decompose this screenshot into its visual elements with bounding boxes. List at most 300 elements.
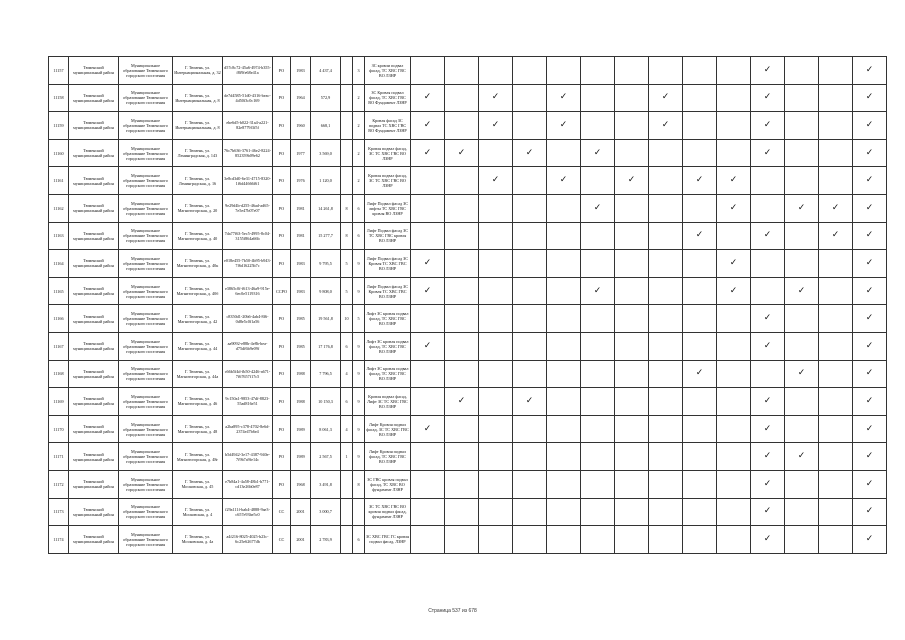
entrances-cell: 6 [353,222,365,250]
work-cell-11 [751,415,785,443]
table-row [49,443,887,471]
cadastral-cell: 9c150a1-9853-47df-8823-55ad816e51 [223,388,273,416]
kind-cell: РО [273,194,291,222]
work-cell-2 [445,277,479,305]
work-cell-9 [683,222,717,250]
work-cell-2 [445,305,479,333]
year-cell: 1976 [291,167,311,195]
work-cell-3 [479,305,513,333]
checkmark-icon: ✓ [729,202,738,213]
work-cell-14 [853,277,887,305]
work-cell-4 [513,194,547,222]
work-cell-7 [615,305,649,333]
floors-cell: 1 [341,443,353,471]
table-row [49,277,887,305]
year-cell: 1983 [291,250,311,278]
address-cell: Г. Тюмень, ул. Магнитогорская, д. 40к [173,250,223,278]
cadastral-cell: de7d4585-51d0-4316-beac-4d50f3c0c169 [223,84,273,112]
checkmark-icon: ✓ [627,175,636,186]
checkmark-icon: ✓ [559,119,568,130]
row-id: 11168 [49,360,69,388]
work-cell-4 [513,57,547,85]
checkmark-icon: ✓ [423,423,432,434]
kind-cell: ССРО [273,277,291,305]
work-cell-6 [581,194,615,222]
checkmark-icon: ✓ [763,395,772,406]
checkmark-icon: ✓ [865,368,874,379]
work-cell-14 [853,415,887,443]
work-cell-7 [615,277,649,305]
owner-cell: Муниципальное образование Тюменского городского поселения [119,360,173,388]
work-cell-10 [717,250,751,278]
checkmark-icon: ✓ [865,285,874,296]
work-cell-8 [649,443,683,471]
kind-cell: РО [273,443,291,471]
year-cell: 1981 [291,194,311,222]
work-cell-14 [853,139,887,167]
work-cell-1 [411,305,445,333]
work-cell-9 [683,305,717,333]
work-cell-3 [479,57,513,85]
year-cell: 1981 [291,222,311,250]
work-cell-5 [547,222,581,250]
row-id: 11167 [49,332,69,360]
work-cell-8 [649,415,683,443]
work-cell-3 [479,167,513,195]
owner-cell: Муниципальное образование Тюменского городского поселения [119,139,173,167]
checkmark-icon: ✓ [457,147,466,158]
area-cell: 4 437,4 [311,57,341,85]
year-cell: 2001 [291,526,311,554]
work-cell-14 [853,498,887,526]
work-cell-13 [819,360,853,388]
area-cell: 9 795,5 [311,250,341,278]
entrances-cell: 9 [353,415,365,443]
work-cell-9 [683,194,717,222]
table-row [49,332,887,360]
entrances-cell: 6 [353,526,365,554]
checkmark-icon: ✓ [423,340,432,351]
work-cell-7 [615,84,649,112]
work-cell-11 [751,194,785,222]
district-cell: Тюменский муниципальный район [69,194,119,222]
work-cell-2 [445,470,479,498]
work-cell-7 [615,57,649,85]
checkmark-icon: ✓ [763,451,772,462]
work-cell-6 [581,526,615,554]
checkmark-icon: ✓ [763,119,772,130]
work-cell-4 [513,84,547,112]
elements-cell: Лифт ЗС кровля подвал фасад, ТС ХВС ГВС ВО ЛЗНР [365,360,411,388]
floors-cell: 4 [341,415,353,443]
kind-cell: СС [273,526,291,554]
work-cell-2 [445,194,479,222]
address-cell: Г. Тюмень, ул. Интернациональная, д. 8 [173,84,223,112]
work-cell-12 [785,167,819,195]
cadastral-cell: c8350d1-20b6-4ab4-8f6-0d8e5c0f1a56 [223,305,273,333]
checkmark-icon: ✓ [423,147,432,158]
work-cell-7 [615,470,649,498]
entrances-cell: 5 [353,305,365,333]
table-row [49,84,887,112]
checkmark-icon: ✓ [423,257,432,268]
district-cell: Тюменский муниципальный район [69,305,119,333]
work-cell-11 [751,222,785,250]
elements-cell: Лифт Кровля подвал фасад, ТС ХВС ГВС ВО ЛЗНР [365,443,411,471]
work-cell-5 [547,498,581,526]
work-cell-12 [785,470,819,498]
work-cell-5 [547,332,581,360]
cadastral-cell: 3e8cd3d0-6e31-4715-8320-1f6d44666f61 [223,167,273,195]
checkmark-icon: ✓ [797,451,806,462]
work-cell-4 [513,112,547,140]
district-cell: Тюменский муниципальный район [69,526,119,554]
owner-cell: Муниципальное образование Тюменского городского поселения [119,112,173,140]
work-cell-7 [615,332,649,360]
work-cell-5 [547,526,581,554]
work-cell-1 [411,222,445,250]
work-cell-13 [819,526,853,554]
work-cell-4 [513,415,547,443]
elements-cell: ЗС ХВС ГВС ГС кровля подвал фасад, ЛЗНР [365,526,411,554]
work-cell-13 [819,388,853,416]
work-cell-11 [751,167,785,195]
work-cell-7 [615,222,649,250]
district-cell: Тюменский муниципальный район [69,498,119,526]
checkmark-icon: ✓ [865,119,874,130]
checkmark-icon: ✓ [831,230,840,241]
work-cell-4 [513,277,547,305]
area-cell: 2 567,5 [311,443,341,471]
work-cell-5 [547,305,581,333]
address-cell: Г. Тюмень, ул. Московская, д. 45 [173,470,223,498]
address-cell: Г. Тюмень, ул. Магнитогорская, д. 40 [173,222,223,250]
owner-cell: Муниципальное образование Тюменского городского поселения [119,194,173,222]
work-cell-13 [819,139,853,167]
work-cell-5 [547,194,581,222]
cadastral-cell: aa9092-e88b-4e8b-bea-d75df6b9e09f [223,332,273,360]
work-cell-3 [479,415,513,443]
checkmark-icon: ✓ [593,147,602,158]
work-cell-9 [683,57,717,85]
row-id: 11157 [49,57,69,85]
work-cell-14 [853,360,887,388]
checkmark-icon: ✓ [695,368,704,379]
entrances-cell: 2 [353,167,365,195]
checkmark-icon: ✓ [763,64,772,75]
elements-cell: Лифт ЗС кровля подвал фасад, ТС ХВС ГВС ВО ЛЗНР [365,332,411,360]
year-cell: 1977 [291,139,311,167]
row-id: 11170 [49,415,69,443]
work-cell-2 [445,167,479,195]
work-cell-7 [615,360,649,388]
work-cell-9 [683,332,717,360]
elements-cell: Лифт Подвал фасад ЗС Кровля ТС ХВС ГВС ВО ЛЗНР [365,250,411,278]
area-cell: 572,9 [311,84,341,112]
checkmark-icon: ✓ [695,230,704,241]
row-id: 11159 [49,112,69,140]
table-row [49,222,887,250]
address-cell: Г. Тюмень, ул. Магнитогорская, д. 40б [173,277,223,305]
work-cell-4 [513,388,547,416]
work-cell-11 [751,360,785,388]
checkmark-icon: ✓ [797,285,806,296]
work-cell-2 [445,84,479,112]
work-cell-9 [683,415,717,443]
kind-cell: РО [273,415,291,443]
address-cell: Г. Тюмень, ул. Магнитогорская, д. 20 [173,194,223,222]
kind-cell: РО [273,84,291,112]
work-cell-8 [649,277,683,305]
work-cell-3 [479,222,513,250]
kind-cell: РО [273,360,291,388]
work-cell-1 [411,277,445,305]
elements-cell: ЗС ТС ХВС ГВС ВО кровля подвал фасад, фундамент ЛЗНР [365,498,411,526]
checkmark-icon: ✓ [865,423,874,434]
work-cell-1 [411,443,445,471]
work-cell-8 [649,139,683,167]
checkmark-icon: ✓ [797,202,806,213]
work-cell-10 [717,167,751,195]
work-cell-8 [649,250,683,278]
work-cell-6 [581,332,615,360]
work-cell-9 [683,277,717,305]
work-cell-3 [479,112,513,140]
work-cell-2 [445,443,479,471]
address-cell: Г. Тюмень, ул. Московская, д. 4 [173,498,223,526]
work-cell-5 [547,388,581,416]
checkmark-icon: ✓ [831,202,840,213]
checkmark-icon: ✓ [865,395,874,406]
kind-cell: РО [273,388,291,416]
area-cell: 3 491,8 [311,470,341,498]
work-cell-3 [479,332,513,360]
area-cell: 8 061,3 [311,415,341,443]
area-cell: 14 261,8 [311,194,341,222]
work-cell-7 [615,167,649,195]
work-cell-5 [547,84,581,112]
table-row [49,112,887,140]
address-cell: Г. Тюмень, ул. Интернациональная, д. 8 [173,112,223,140]
floors-cell [341,139,353,167]
work-cell-14 [853,57,887,85]
work-cell-11 [751,443,785,471]
area-cell: 19 561,8 [311,305,341,333]
work-cell-10 [717,526,751,554]
table-row [49,470,887,498]
district-cell: Тюменский муниципальный район [69,360,119,388]
work-cell-5 [547,57,581,85]
work-cell-6 [581,112,615,140]
checkmark-icon: ✓ [763,506,772,517]
row-id: 11174 [49,526,69,554]
work-cell-12 [785,139,819,167]
owner-cell: Муниципальное образование Тюменского городского поселения [119,443,173,471]
work-cell-8 [649,167,683,195]
work-cell-8 [649,526,683,554]
work-cell-13 [819,112,853,140]
work-cell-6 [581,167,615,195]
work-cell-6 [581,470,615,498]
work-cell-12 [785,305,819,333]
checkmark-icon: ✓ [763,92,772,103]
work-cell-6 [581,498,615,526]
work-cell-1 [411,57,445,85]
work-cell-10 [717,194,751,222]
work-cell-3 [479,470,513,498]
work-cell-12 [785,415,819,443]
district-cell: Тюменский муниципальный район [69,84,119,112]
kind-cell: РО [273,57,291,85]
year-cell: 1989 [291,443,311,471]
checkmark-icon: ✓ [763,340,772,351]
work-cell-11 [751,250,785,278]
owner-cell: Муниципальное образование Тюменского городского поселения [119,470,173,498]
district-cell: Тюменский муниципальный район [69,470,119,498]
kind-cell: РО [273,305,291,333]
entrances-cell: 9 [353,360,365,388]
elements-cell: Лифт Кровля подвал фасад, ЗС ТС ХВС ГВС ВО ЛЗНР [365,415,411,443]
work-cell-13 [819,194,853,222]
table-row [49,167,887,195]
address-cell: Г. Тюмень, ул. Магнитогорская, д. 48 [173,415,223,443]
owner-cell: Муниципальное образование Тюменского городского поселения [119,57,173,85]
work-cell-8 [649,360,683,388]
work-cell-12 [785,360,819,388]
checkmark-icon: ✓ [865,147,874,158]
work-cell-12 [785,194,819,222]
owner-cell: Муниципальное образование Тюменского городского поселения [119,305,173,333]
work-cell-8 [649,112,683,140]
work-cell-14 [853,305,887,333]
work-cell-14 [853,112,887,140]
floors-cell: 4 [341,360,353,388]
work-cell-5 [547,277,581,305]
cadastral-cell: d57c8c72-45a6-4974-b355-f8f9fe68e41a [223,57,273,85]
checkmark-icon: ✓ [661,92,670,103]
district-cell: Тюменский муниципальный район [69,388,119,416]
owner-cell: Муниципальное образование Тюменского городского поселения [119,388,173,416]
work-cell-2 [445,222,479,250]
checkmark-icon: ✓ [865,478,874,489]
work-cell-12 [785,222,819,250]
work-cell-7 [615,388,649,416]
address-cell: Г. Тюмень, ул. Магнитогорская, д. 44 [173,332,223,360]
address-cell: Г. Тюмень, ул. Магнитогорская, д. 46 [173,388,223,416]
cadastral-cell: 76c7b636-3761-46e2-8224-852359b09e62 [223,139,273,167]
work-cell-14 [853,84,887,112]
work-cell-12 [785,332,819,360]
work-cell-7 [615,443,649,471]
year-cell: 1964 [291,84,311,112]
owner-cell: Муниципальное образование Тюменского городского поселения [119,526,173,554]
entrances-cell: 9 [353,277,365,305]
area-cell: 1 120,0 [311,167,341,195]
work-cell-2 [445,388,479,416]
entrances-cell: 9 [353,388,365,416]
work-cell-6 [581,388,615,416]
work-cell-4 [513,139,547,167]
year-cell: 2001 [291,498,311,526]
floors-cell [341,526,353,554]
entrances-cell: 9 [353,443,365,471]
district-cell: Тюменский муниципальный район [69,415,119,443]
work-cell-6 [581,84,615,112]
owner-cell: Муниципальное образование Тюменского городского поселения [119,84,173,112]
work-cell-14 [853,194,887,222]
row-id: 11166 [49,305,69,333]
area-cell: 7 796,5 [311,360,341,388]
work-cell-2 [445,112,479,140]
work-cell-14 [853,443,887,471]
row-id: 11164 [49,250,69,278]
work-cell-6 [581,57,615,85]
floors-cell: 5 [341,277,353,305]
kind-cell: РО [273,139,291,167]
elements-cell: ЗС Кровля подвал фасад, ТС ХВС ГВС ВО Фундамент ЛЗНР [365,84,411,112]
row-id: 11162 [49,194,69,222]
work-cell-11 [751,498,785,526]
work-cell-8 [649,194,683,222]
work-cell-2 [445,498,479,526]
work-cell-3 [479,139,513,167]
work-cell-3 [479,526,513,554]
owner-cell: Муниципальное образование Тюменского городского поселения [119,250,173,278]
work-cell-3 [479,84,513,112]
work-cell-9 [683,360,717,388]
work-cell-11 [751,277,785,305]
work-cell-1 [411,498,445,526]
work-cell-11 [751,139,785,167]
register-table [48,56,887,554]
work-cell-8 [649,305,683,333]
work-cell-1 [411,84,445,112]
floors-cell: 8 [341,222,353,250]
floors-cell [341,470,353,498]
work-cell-6 [581,139,615,167]
area-cell: 3 000,7 [311,498,341,526]
kind-cell: РО [273,332,291,360]
work-cell-6 [581,305,615,333]
entrances-cell: 2 [353,139,365,167]
work-cell-6 [581,222,615,250]
area-cell: 17 176,8 [311,332,341,360]
checkmark-icon: ✓ [491,92,500,103]
address-cell: Г. Тюмень, ул. Магнитогорская, д. 44а [173,360,223,388]
floors-cell: 5 [341,250,353,278]
owner-cell: Муниципальное образование Тюменского городского поселения [119,415,173,443]
year-cell: 1983 [291,277,311,305]
checkmark-icon: ✓ [797,368,806,379]
floors-cell [341,167,353,195]
work-cell-14 [853,526,887,554]
checkmark-icon: ✓ [865,92,874,103]
district-cell: Тюменский муниципальный район [69,250,119,278]
address-cell: Г. Тюмень, ул. Московская, д. 4а [173,526,223,554]
checkmark-icon: ✓ [593,285,602,296]
work-cell-13 [819,415,853,443]
kind-cell: СС [273,498,291,526]
work-cell-11 [751,332,785,360]
work-cell-1 [411,360,445,388]
cadastral-cell: e7b84a1-4a58-48b1-b771-cd13e26b0e87 [223,470,273,498]
elements-cell: ЗС кровли подвал фасад, ТС ХВС ГВС ВО ЛЗНР [365,57,411,85]
district-cell: Тюменский муниципальный район [69,139,119,167]
entrances-cell: 3 [353,57,365,85]
work-cell-13 [819,277,853,305]
work-cell-12 [785,84,819,112]
checkmark-icon: ✓ [763,423,772,434]
